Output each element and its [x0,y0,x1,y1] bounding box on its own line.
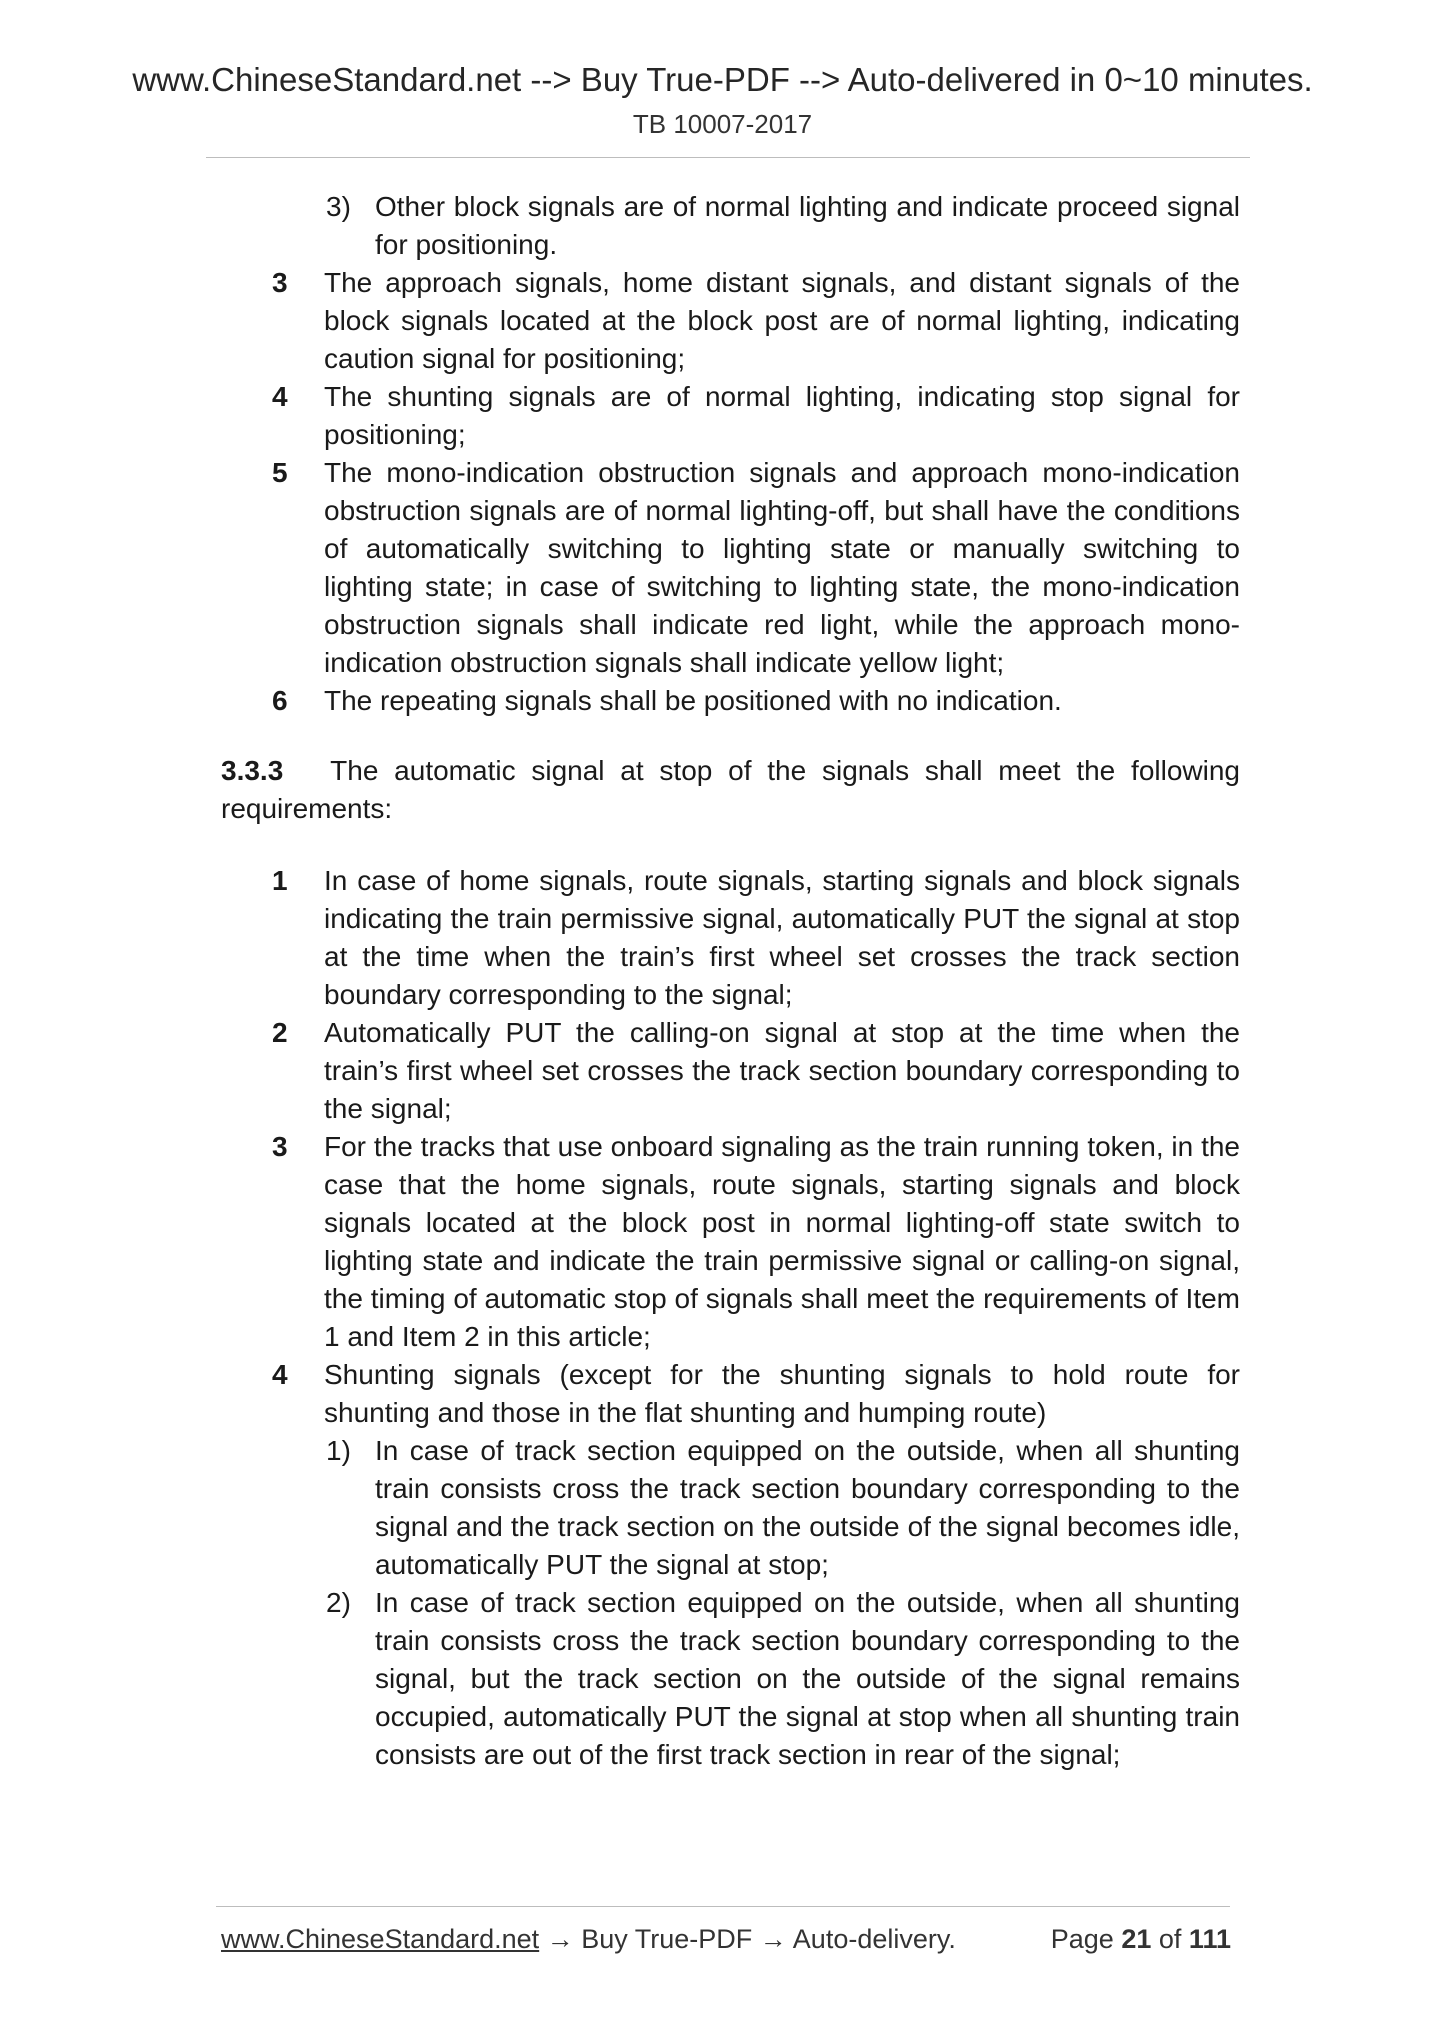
item-number: 4 [272,381,288,412]
subitem-text: In case of track section equipped on the outside, when all shunting train consists cross the track section boundary corresponding to the signal and the track section on the outside of the signal becomes idle, automatically PUT the signal at stop; [375,1435,1240,1580]
footer-site-link[interactable]: www.ChineseStandard.net [221,1924,540,1954]
item-text: Automatically PUT the calling-on signal at stop at the time when the train’s first wheel set crosses the track section boundary corresponding to the signal; [324,1017,1240,1124]
item-text: The approach signals, home distant signals, and distant signals of the block signals located at the block post are of normal lighting, indicating caution signal for positioning; [324,267,1240,374]
footer-buy-text: Buy True-PDF [581,1924,753,1954]
item-number: 5 [272,457,288,488]
header-divider [206,157,1250,158]
page-current: 21 [1121,1924,1152,1954]
subitem-number: 2) [326,1587,351,1618]
page-total: 111 [1188,1924,1231,1954]
page-indicator [1051,1922,1231,1956]
item-text: The repeating signals shall be positioned with no indication. [324,685,1062,716]
item-number: 3 [272,1131,288,1162]
footer-divider [216,1906,1230,1907]
item-text: For the tracks that use onboard signaling as the train running token, in the case that the home signals, route signals, starting signals and block signals located at the block post in normal lighting-off state switch to lighting state and indicate the train permissive signal or calling-on signal, the timing of automatic stop of signals shall meet the requirements of Item 1 and Item 2 in this article; [324,1131,1240,1352]
clause-paragraph [221,752,1240,828]
header-banner: www.ChineseStandard.net --> Buy True-PDF --> Auto-delivered in 0~10 minutes. [132,61,1313,98]
subitem-text: In case of track section equipped on the outside, when all shunting train consists cross the track section boundary corresponding to the signal, but the track section on the outside of the signal remains occupied, automatically PUT the signal at stop when all shunting train consists are out of the first track section in rear of the signal; [375,1587,1240,1770]
subitem-number: 1) [326,1435,351,1466]
item-number: 1 [272,865,288,896]
footer-auto-text: Auto-delivery. [792,1924,956,1954]
clause-text: The automatic signal at stop of the signals shall meet the following requirements: [221,755,1240,824]
item-number: 6 [272,685,288,716]
clause-number: 3.3.3 [221,755,284,786]
item-number: 3 [272,267,288,298]
arrow-icon: → [759,1924,787,1954]
arrow-icon: → [546,1924,574,1954]
footer [221,1922,1231,1956]
subitem-text: Other block signals are of normal lighting and indicate proceed signal for positioning. [375,191,1240,260]
item-text: In case of home signals, route signals, starting signals and block signals indicating the train permissive signal, automatically PUT the signal at stop at the time when the train’s first wheel set crosses the track section boundary corresponding to the signal; [324,865,1240,1010]
page-of: of [1158,1924,1182,1954]
item-number: 2 [272,1017,288,1048]
item-text: Shunting signals (except for the shunting signals to hold route for shunting and those in the flat shunting and humping route) [324,1359,1240,1428]
subitem-number: 3) [326,191,351,222]
page-word: Page [1050,1924,1114,1954]
item-text: The mono-indication obstruction signals and approach mono-indication obstruction signals are of normal lighting-off, but shall have the conditions of automatically switching to lighting state or manually switching to lighting state; in case of switching to lighting state, the mono-indication obstruction signals shall indicate red light, while the approach mono-indication obstruction signals shall indicate yellow light; [324,457,1240,678]
item-text: The shunting signals are of normal lighting, indicating stop signal for positioning; [324,381,1240,450]
standard-number: TB 10007-2017 [632,109,813,139]
item-number: 4 [272,1359,288,1390]
